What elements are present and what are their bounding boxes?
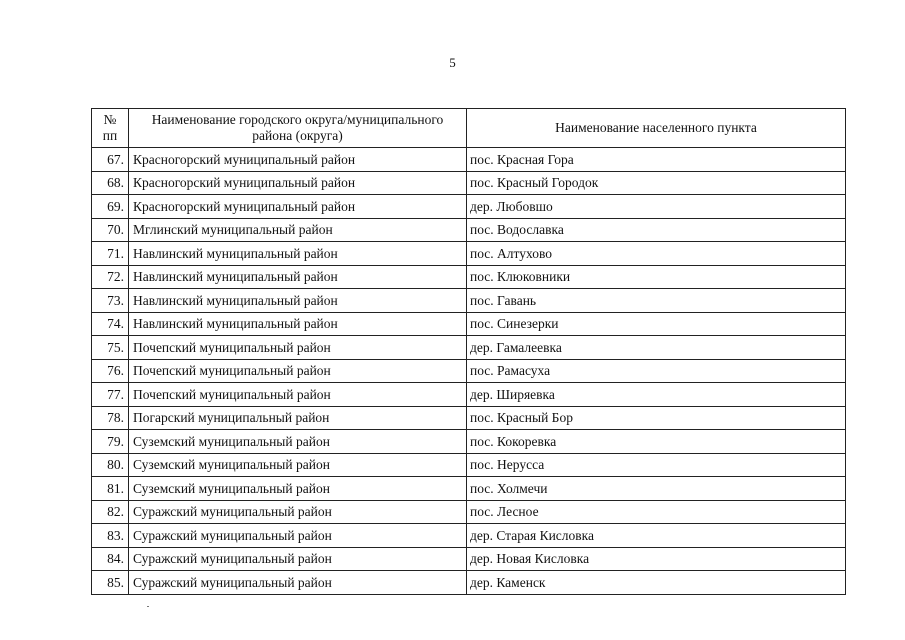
page-number: 5	[449, 55, 456, 70]
table-row	[92, 477, 846, 501]
row-number: 83.	[92, 524, 129, 548]
row-district: Почепский муниципальный район	[129, 383, 467, 407]
row-settlement: дер. Старая Кисловка	[467, 524, 846, 548]
table-row	[92, 218, 846, 242]
row-number: 69.	[92, 195, 129, 219]
row-settlement: дер. Каменск	[467, 571, 846, 595]
row-district: Навлинский муниципальный район	[129, 265, 467, 289]
row-district: Навлинский муниципальный район	[129, 289, 467, 313]
table-row	[92, 383, 846, 407]
row-district: Красногорский муниципальный район	[129, 148, 467, 172]
scan-speck	[147, 606, 149, 607]
row-district: Почепский муниципальный район	[129, 359, 467, 383]
row-settlement: пос. Синезерки	[467, 312, 846, 336]
header-district-line1: Наименование городского округа/муниципального	[151, 112, 444, 127]
row-district: Суражский муниципальный район	[129, 524, 467, 548]
row-number: 80.	[92, 453, 129, 477]
row-number: 71.	[92, 242, 129, 266]
row-number: 75.	[92, 336, 129, 360]
row-settlement: пос. Лесное	[467, 500, 846, 524]
row-district: Навлинский муниципальный район	[129, 312, 467, 336]
row-number: 67.	[92, 148, 129, 172]
row-settlement: пос. Красный Городок	[467, 171, 846, 195]
row-settlement: дер. Новая Кисловка	[467, 547, 846, 571]
row-settlement: пос. Нерусса	[467, 453, 846, 477]
table-row	[92, 359, 846, 383]
table-row	[92, 242, 846, 266]
row-number: 78.	[92, 406, 129, 430]
row-number: 76.	[92, 359, 129, 383]
table-row	[92, 524, 846, 548]
table-row	[92, 148, 846, 172]
table-row	[92, 430, 846, 454]
row-settlement: дер. Любовшо	[467, 195, 846, 219]
row-number: 77.	[92, 383, 129, 407]
table-row	[92, 406, 846, 430]
row-number: 84.	[92, 547, 129, 571]
row-number: 82.	[92, 500, 129, 524]
row-district: Почепский муниципальный район	[129, 336, 467, 360]
row-district: Красногорский муниципальный район	[129, 195, 467, 219]
row-district: Суземский муниципальный район	[129, 477, 467, 501]
row-number: 79.	[92, 430, 129, 454]
table-row	[92, 312, 846, 336]
settlements-table	[91, 108, 846, 595]
row-settlement: пос. Кокоревка	[467, 430, 846, 454]
header-number-line2: пп	[102, 128, 118, 143]
row-settlement: дер. Гамалеевка	[467, 336, 846, 360]
row-district: Суражский муниципальный район	[129, 571, 467, 595]
row-settlement: пос. Водославка	[467, 218, 846, 242]
header-district	[129, 109, 467, 148]
row-district: Суземский муниципальный район	[129, 453, 467, 477]
row-number: 81.	[92, 477, 129, 501]
header-number-line1: №	[103, 112, 117, 127]
row-district: Погарский муниципальный район	[129, 406, 467, 430]
row-district: Суземский муниципальный район	[129, 430, 467, 454]
row-settlement: пос. Алтухово	[467, 242, 846, 266]
row-district: Красногорский муниципальный район	[129, 171, 467, 195]
table-row	[92, 453, 846, 477]
row-district: Суражский муниципальный район	[129, 500, 467, 524]
row-number: 72.	[92, 265, 129, 289]
table-row	[92, 571, 846, 595]
row-number: 85.	[92, 571, 129, 595]
row-settlement: пос. Рамасуха	[467, 359, 846, 383]
header-row	[92, 109, 846, 148]
row-district: Мглинский муниципальный район	[129, 218, 467, 242]
row-district: Навлинский муниципальный район	[129, 242, 467, 266]
table-row	[92, 289, 846, 313]
header-number	[92, 109, 129, 148]
header-district-line2: района (округа)	[252, 128, 343, 143]
table-row	[92, 171, 846, 195]
table-body	[92, 148, 846, 595]
row-settlement: пос. Красная Гора	[467, 148, 846, 172]
table-row	[92, 195, 846, 219]
row-number: 73.	[92, 289, 129, 313]
row-settlement: пос. Клюковники	[467, 265, 846, 289]
row-number: 70.	[92, 218, 129, 242]
row-settlement: дер. Ширяевка	[467, 383, 846, 407]
row-settlement: пос. Красный Бор	[467, 406, 846, 430]
table-header	[92, 109, 846, 148]
table-row	[92, 265, 846, 289]
header-settlement: Наименование населенного пункта	[467, 109, 846, 148]
row-number: 68.	[92, 171, 129, 195]
table-row	[92, 500, 846, 524]
row-settlement: пос. Гавань	[467, 289, 846, 313]
row-settlement: пос. Холмечи	[467, 477, 846, 501]
row-number: 74.	[92, 312, 129, 336]
row-district: Суражский муниципальный район	[129, 547, 467, 571]
table-row	[92, 547, 846, 571]
table-row	[92, 336, 846, 360]
